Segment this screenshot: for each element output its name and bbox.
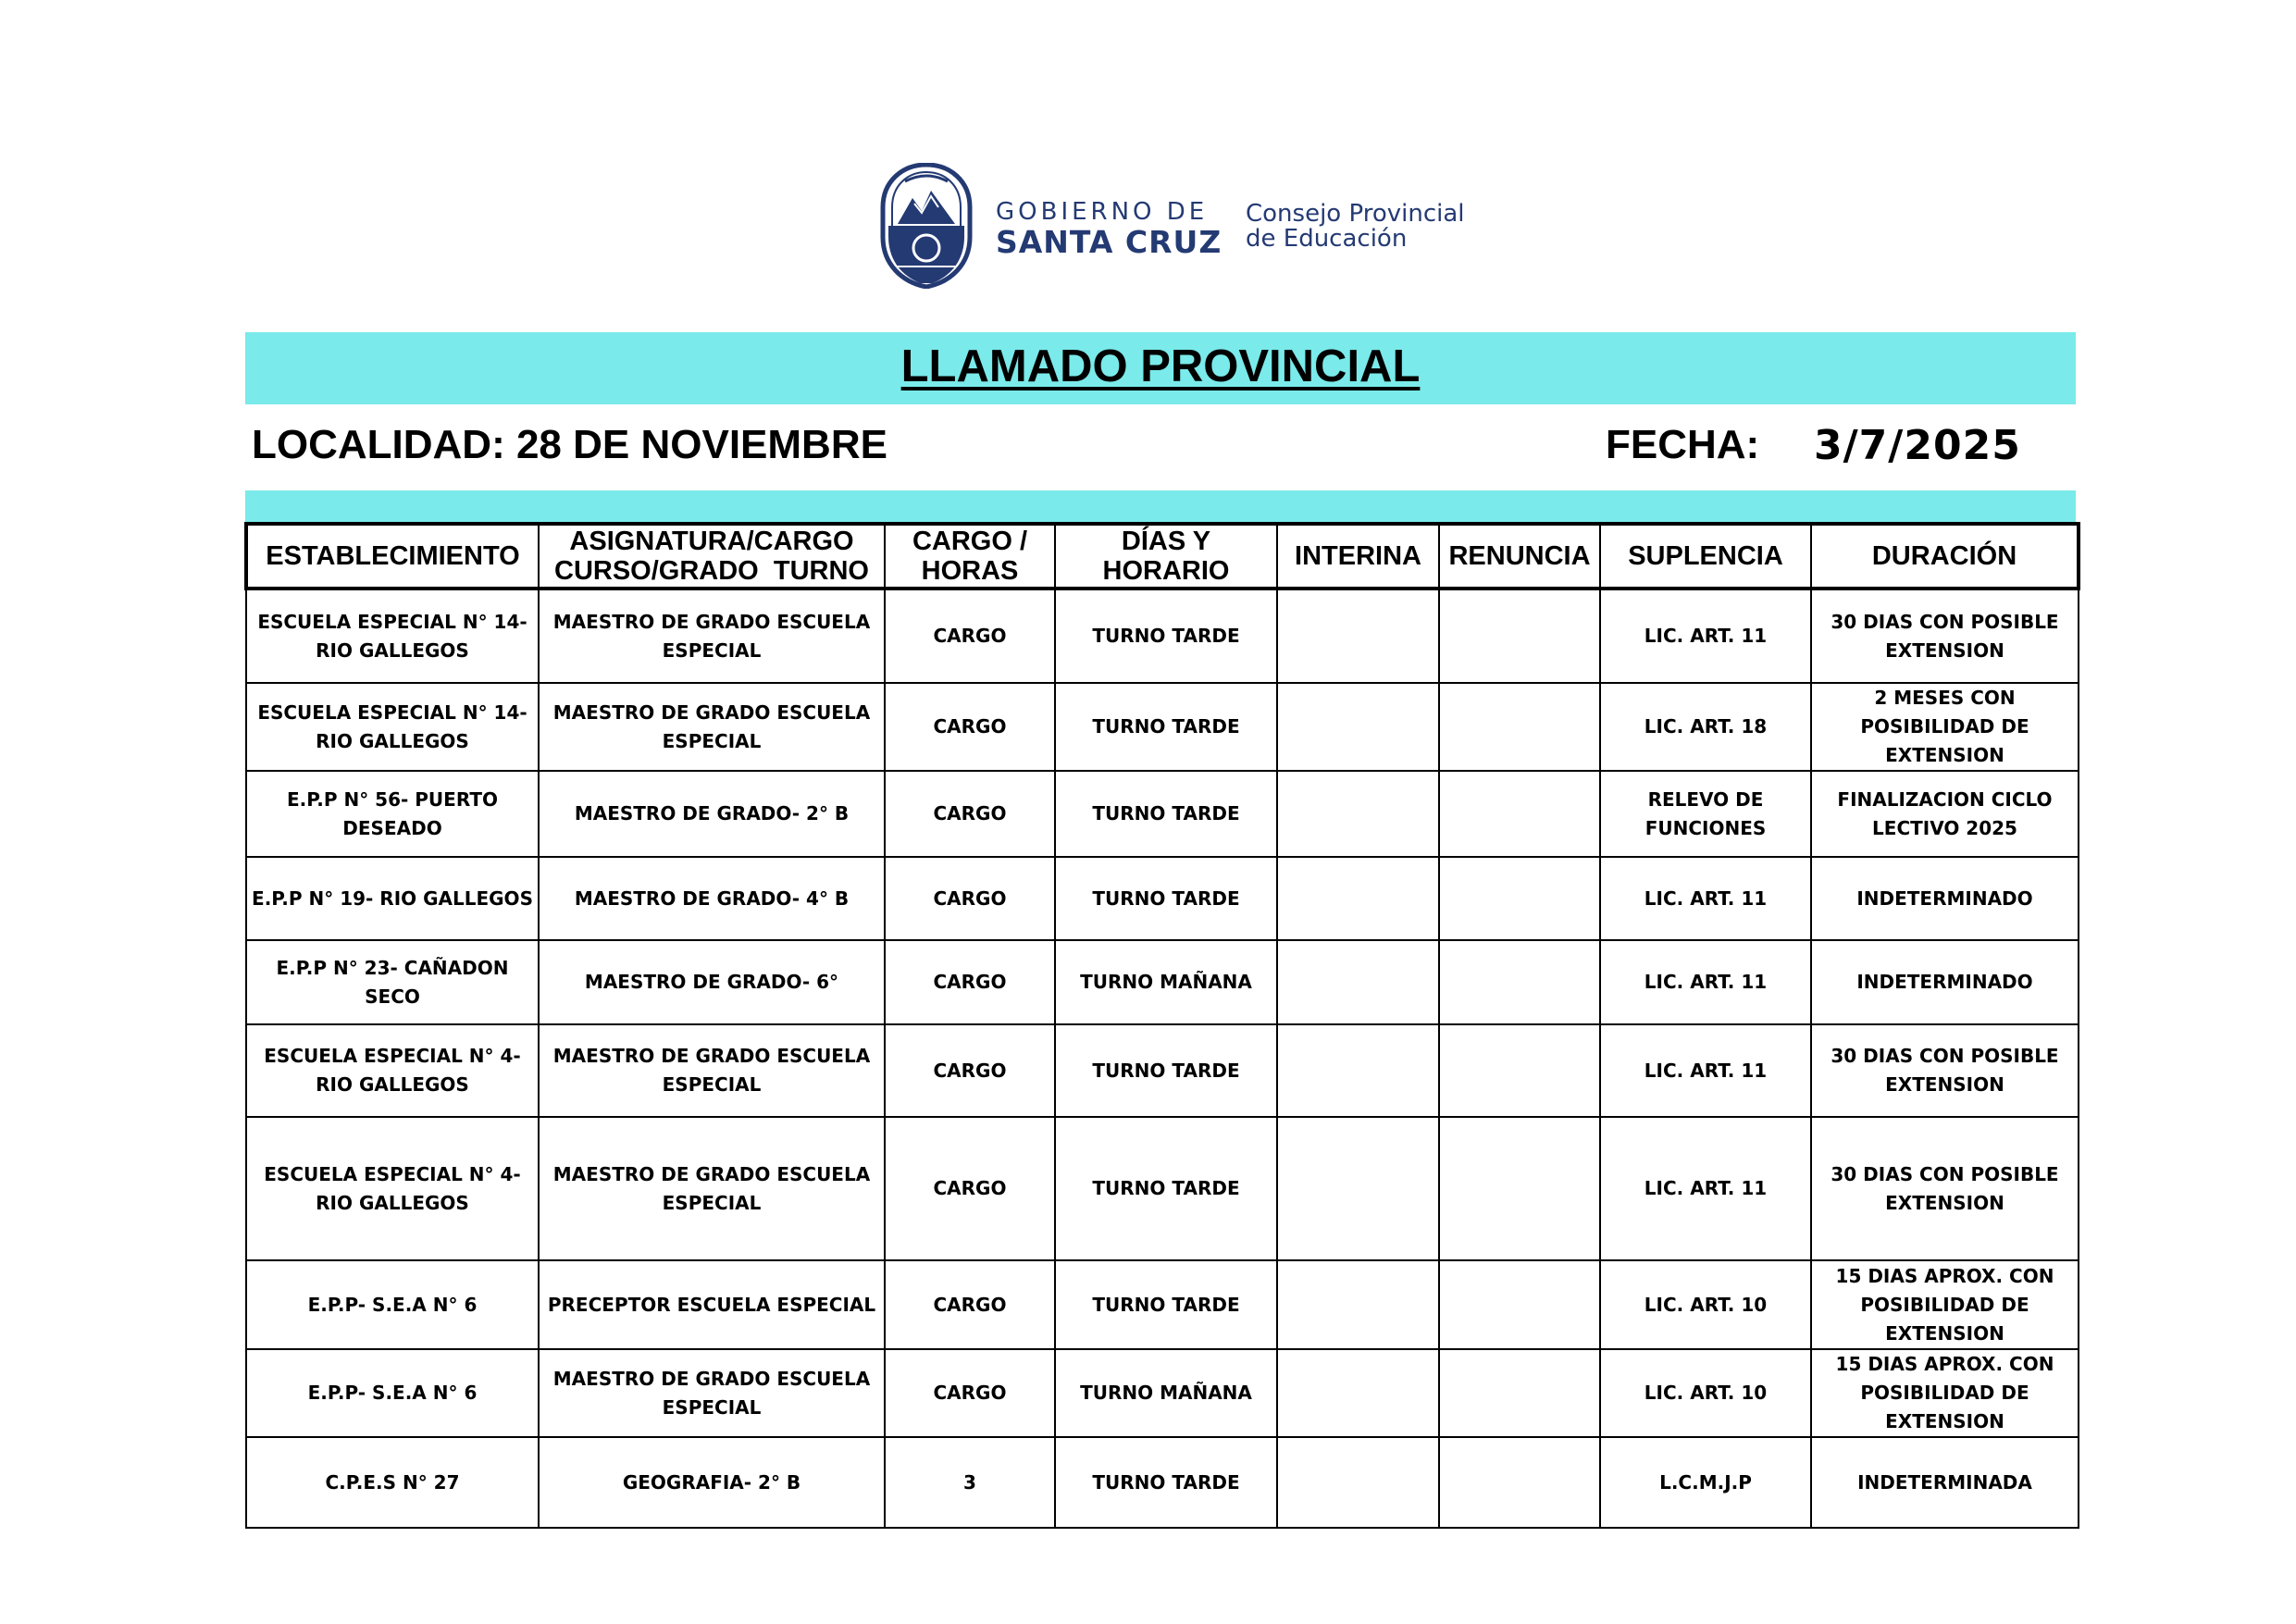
cell-establecimiento: ESCUELA ESPECIAL N° 14- RIO GALLEGOS bbox=[246, 589, 539, 683]
cell-interina bbox=[1277, 771, 1439, 857]
cell-renuncia bbox=[1439, 771, 1600, 857]
cell-renuncia bbox=[1439, 589, 1600, 683]
seal-icon bbox=[877, 163, 975, 289]
cell-establecimiento: E.P.P N° 23- CAÑADON SECO bbox=[246, 940, 539, 1024]
cell-interina bbox=[1277, 589, 1439, 683]
cell-establecimiento: E.P.P N° 56- PUERTO DESEADO bbox=[246, 771, 539, 857]
header-row bbox=[246, 524, 2079, 589]
cell-renuncia bbox=[1439, 1260, 1600, 1349]
cell-duracion: 30 DIAS CON POSIBLE EXTENSION bbox=[1811, 1024, 2079, 1117]
localidad-label: LOCALIDAD: 28 DE NOVIEMBRE bbox=[252, 422, 887, 467]
fecha-value: 3/7/2025 bbox=[1814, 422, 2021, 469]
cell-interina bbox=[1277, 1117, 1439, 1260]
col-interina: INTERINA bbox=[1277, 524, 1439, 589]
title-band bbox=[245, 332, 2076, 404]
cell-dias: TURNO TARDE bbox=[1055, 771, 1277, 857]
col-asignatura bbox=[539, 524, 885, 589]
cell-asignatura: PRECEPTOR ESCUELA ESPECIAL bbox=[539, 1260, 885, 1349]
cell-interina bbox=[1277, 1349, 1439, 1437]
table-row bbox=[246, 1024, 2079, 1117]
col-suplencia: SUPLENCIA bbox=[1600, 524, 1811, 589]
cell-cargo: CARGO bbox=[885, 771, 1055, 857]
cell-dias: TURNO TARDE bbox=[1055, 683, 1277, 771]
cell-interina bbox=[1277, 940, 1439, 1024]
gov-line1: GOBIERNO DE bbox=[996, 198, 1209, 226]
page-title: LLAMADO PROVINCIAL bbox=[900, 341, 1421, 391]
cell-suplencia: L.C.M.J.P bbox=[1600, 1437, 1811, 1528]
cell-interina bbox=[1277, 1024, 1439, 1117]
cell-dias: TURNO TARDE bbox=[1055, 1024, 1277, 1117]
council-name bbox=[1246, 202, 1465, 252]
cell-asignatura: MAESTRO DE GRADO ESCUELA ESPECIAL bbox=[539, 683, 885, 771]
cell-renuncia bbox=[1439, 1117, 1600, 1260]
col-cargo-line2: HORAS bbox=[921, 556, 1019, 586]
header-logo bbox=[877, 163, 1470, 289]
cell-interina bbox=[1277, 1437, 1439, 1528]
col-duracion: DURACIÓN bbox=[1811, 524, 2079, 589]
cell-duracion: INDETERMINADO bbox=[1811, 940, 2079, 1024]
cell-suplencia: LIC. ART. 18 bbox=[1600, 683, 1811, 771]
vacancies-table bbox=[244, 522, 2080, 1529]
cell-renuncia bbox=[1439, 683, 1600, 771]
cell-cargo: 3 bbox=[885, 1437, 1055, 1528]
col-cargo bbox=[885, 524, 1055, 589]
cell-suplencia: LIC. ART. 11 bbox=[1600, 1117, 1811, 1260]
cell-cargo: CARGO bbox=[885, 1117, 1055, 1260]
cell-cargo: CARGO bbox=[885, 1349, 1055, 1437]
cell-asignatura: MAESTRO DE GRADO- 4° B bbox=[539, 857, 885, 940]
cell-establecimiento: E.P.P N° 19- RIO GALLEGOS bbox=[246, 857, 539, 940]
col-cargo-line1: CARGO / bbox=[912, 527, 1028, 556]
col-asignatura-line2: CURSO/GRADO TURNO bbox=[554, 556, 869, 586]
table-row bbox=[246, 1117, 2079, 1260]
cell-cargo: CARGO bbox=[885, 857, 1055, 940]
table-row bbox=[246, 1260, 2079, 1349]
cell-renuncia bbox=[1439, 1437, 1600, 1528]
cell-dias: TURNO MAÑANA bbox=[1055, 940, 1277, 1024]
table-row bbox=[246, 771, 2079, 857]
sub-band bbox=[245, 490, 2076, 522]
table-row bbox=[246, 940, 2079, 1024]
cell-asignatura: MAESTRO DE GRADO ESCUELA ESPECIAL bbox=[539, 1117, 885, 1260]
cell-cargo: CARGO bbox=[885, 589, 1055, 683]
cell-dias: TURNO TARDE bbox=[1055, 857, 1277, 940]
cell-asignatura: MAESTRO DE GRADO ESCUELA ESPECIAL bbox=[539, 1349, 885, 1437]
cell-interina bbox=[1277, 1260, 1439, 1349]
cell-interina bbox=[1277, 857, 1439, 940]
cell-duracion: INDETERMINADO bbox=[1811, 857, 2079, 940]
cell-establecimiento: ESCUELA ESPECIAL N° 4- RIO GALLEGOS bbox=[246, 1024, 539, 1117]
table-row bbox=[246, 589, 2079, 683]
col-asignatura-line1: ASIGNATURA/CARGO bbox=[569, 527, 854, 556]
council-line2: de Educación bbox=[1246, 225, 1408, 253]
table-row bbox=[246, 857, 2079, 940]
col-establecimiento: ESTABLECIMIENTO bbox=[246, 524, 539, 589]
cell-renuncia bbox=[1439, 1349, 1600, 1437]
col-renuncia: RENUNCIA bbox=[1439, 524, 1600, 589]
cell-asignatura: GEOGRAFIA- 2° B bbox=[539, 1437, 885, 1528]
cell-dias: TURNO TARDE bbox=[1055, 1260, 1277, 1349]
table-row bbox=[246, 1349, 2079, 1437]
table-row bbox=[246, 683, 2079, 771]
cell-suplencia: LIC. ART. 11 bbox=[1600, 857, 1811, 940]
cell-cargo: CARGO bbox=[885, 1260, 1055, 1349]
cell-duracion: 30 DIAS CON POSIBLE EXTENSION bbox=[1811, 1117, 2079, 1260]
cell-asignatura: MAESTRO DE GRADO- 2° B bbox=[539, 771, 885, 857]
cell-establecimiento: C.P.E.S N° 27 bbox=[246, 1437, 539, 1528]
cell-cargo: CARGO bbox=[885, 940, 1055, 1024]
cell-establecimiento: ESCUELA ESPECIAL N° 4- RIO GALLEGOS bbox=[246, 1117, 539, 1260]
cell-suplencia: RELEVO DE FUNCIONES bbox=[1600, 771, 1811, 857]
cell-duracion: FINALIZACION CICLO LECTIVO 2025 bbox=[1811, 771, 2079, 857]
cell-dias: TURNO TARDE bbox=[1055, 1117, 1277, 1260]
cell-duracion: 15 DIAS APROX. CON POSIBILIDAD DE EXTENSION bbox=[1811, 1349, 2079, 1437]
cell-suplencia: LIC. ART. 11 bbox=[1600, 940, 1811, 1024]
cell-cargo: CARGO bbox=[885, 1024, 1055, 1117]
cell-duracion: 2 MESES CON POSIBILIDAD DE EXTENSION bbox=[1811, 683, 2079, 771]
cell-duracion: INDETERMINADA bbox=[1811, 1437, 2079, 1528]
cell-suplencia: LIC. ART. 11 bbox=[1600, 1024, 1811, 1117]
cell-duracion: 30 DIAS CON POSIBLE EXTENSION bbox=[1811, 589, 2079, 683]
gov-line2: SANTA CRUZ bbox=[996, 224, 1222, 260]
fecha-label: FECHA: bbox=[1606, 422, 1760, 467]
cell-asignatura: MAESTRO DE GRADO- 6° bbox=[539, 940, 885, 1024]
cell-cargo: CARGO bbox=[885, 683, 1055, 771]
cell-renuncia bbox=[1439, 857, 1600, 940]
cell-dias: TURNO MAÑANA bbox=[1055, 1349, 1277, 1437]
cell-suplencia: LIC. ART. 10 bbox=[1600, 1349, 1811, 1437]
cell-renuncia bbox=[1439, 940, 1600, 1024]
cell-dias: TURNO TARDE bbox=[1055, 1437, 1277, 1528]
cell-establecimiento: E.P.P- S.E.A N° 6 bbox=[246, 1349, 539, 1437]
table-row bbox=[246, 1437, 2079, 1528]
cell-suplencia: LIC. ART. 10 bbox=[1600, 1260, 1811, 1349]
table-body bbox=[246, 589, 2079, 1528]
cell-asignatura: MAESTRO DE GRADO ESCUELA ESPECIAL bbox=[539, 589, 885, 683]
cell-dias: TURNO TARDE bbox=[1055, 589, 1277, 683]
cell-duracion: 15 DIAS APROX. CON POSIBILIDAD DE EXTENSION bbox=[1811, 1260, 2079, 1349]
cell-establecimiento: ESCUELA ESPECIAL N° 14- RIO GALLEGOS bbox=[246, 683, 539, 771]
cell-suplencia: LIC. ART. 11 bbox=[1600, 589, 1811, 683]
cell-establecimiento: E.P.P- S.E.A N° 6 bbox=[246, 1260, 539, 1349]
cell-renuncia bbox=[1439, 1024, 1600, 1117]
council-line1: Consejo Provincial bbox=[1246, 200, 1465, 228]
col-dias: DÍAS Y HORARIO bbox=[1055, 524, 1277, 589]
cell-asignatura: MAESTRO DE GRADO ESCUELA ESPECIAL bbox=[539, 1024, 885, 1117]
cell-interina bbox=[1277, 683, 1439, 771]
